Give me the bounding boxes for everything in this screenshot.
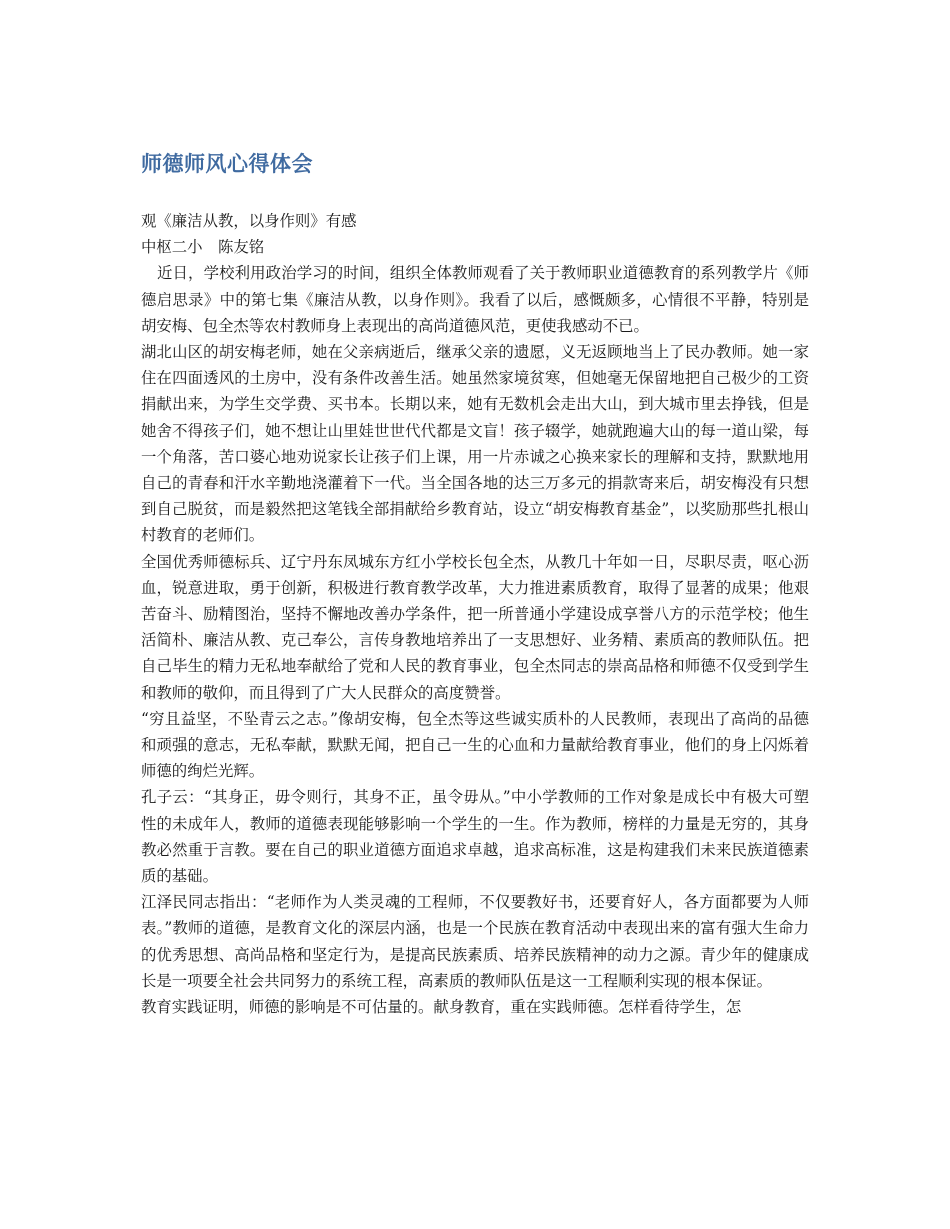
document-title: 师德师风心得体会 — [141, 152, 313, 176]
document-body — [141, 148, 809, 1020]
paragraph: 孔子云：“其身正，毋令则行，其身不正，虽令毋从。”中小学教师的工作对象是成长中有极大可塑性的未成年人，教师的道德表现能够影响一个学生的一生。作为教师，榜样的力量是无穷的，其身教必然重于言教。要在自己的职业道德方面追求卓越，追求高标准，这是构建我们未来民族道德素质的基础。 — [141, 788, 809, 886]
paragraph: 近日，学校利用政治学习的时间，组织全体教师观看了关于教师职业道德教育的系列教学片《师德启思录》中的第七集《廉洁从教，以身作则》。我看了以后，感慨颇多，心情很不平静，特别是胡安梅、包全杰等农村教师身上表现出的高尚道德风范，更使我感动不已。 — [141, 264, 809, 335]
paragraph: 江泽民同志指出：“老师作为人类灵魂的工程师，不仅要教好书，还要育好人，各方面都要为人师表。”教师的道德，是教育文化的深层内涵，也是一个民族在教育活动中表现出来的富有强大生命力的优秀思想、高尚品格和坚定行为，是提高民族素质、培养民族精神的动力之源。青少年的健康成长是一项要全社会共同努力的系统工程，高素质的教师队伍是这一工程顺利实现的根本保证。 — [141, 893, 809, 990]
paragraph: 全国优秀师德标兵、辽宁丹东凤城东方红小学校长包全杰，从教几十年如一日，尽职尽责，呕心沥血，锐意进取，勇于创新，积极进行教育教学改革，大力推进素质教育，取得了显著的成果；他艰苦奋斗、励精图治，坚持不懈地改善办学条件，把一所普通小学建设成享誉八方的示范学校；他生活简朴、廉洁从教、克己奉公，言传身教地培养出了一支思想好、业务精、素质高的教师队伍。把自己毕生的精力无私地奉献给了党和人民的教育事业，包全杰同志的崇高品格和师德不仅受到学生和教师的敬仰，而且得到了广大人民群众的高度赞誉。 — [141, 552, 809, 702]
author-line: 中枢二小 陈友铭 — [141, 238, 265, 257]
paragraph: 教育实践证明，师德的影响是不可估量的。献身教育，重在实践师德。怎样看待学生，怎 — [141, 998, 742, 1017]
paragraph: 湖北山区的胡安梅老师，她在父亲病逝后，继承父亲的遗愿，义无返顾地当上了民办教师。她一家住在四面透风的土房中，没有条件改善生活。她虽然家境贫寒，但她毫无保留地把自己极少的工资捐献出来，为学生交学费、买书本。长期以来，她有无数机会走出大山，到大城市里去挣钱，但是她舍不得孩子们，她不想让山里娃世世代代都是文盲！孩子辍学，她就跑遍大山的每一道山梁，每一个角落，苦口婆心地劝说家长让孩子们上课，用一片赤诚之心换来家长的理解和支持，默默地用自己的青春和汗水辛勤地浇灌着下一代。当全国各地的达三万多元的捐款寄来后，胡安梅没有只想到自己脱贫，而是毅然把这笔钱全部捐献给乡教育站，设立“胡安梅教育基金”，以奖励那些扎根山村教育的老师们。 — [141, 343, 809, 545]
subtitle: 观《廉洁从教，以身作则》有感 — [141, 212, 357, 230]
paragraph: “穷且益坚，不坠青云之志。”像胡安梅，包全杰等这些诚实质朴的人民教师，表现出了高尚的品德和顽强的意志，无私奉献，默默无闻，把自己一生的心血和力量献给教育事业，他们的身上闪烁着师德的绚烂光辉。 — [141, 709, 809, 781]
